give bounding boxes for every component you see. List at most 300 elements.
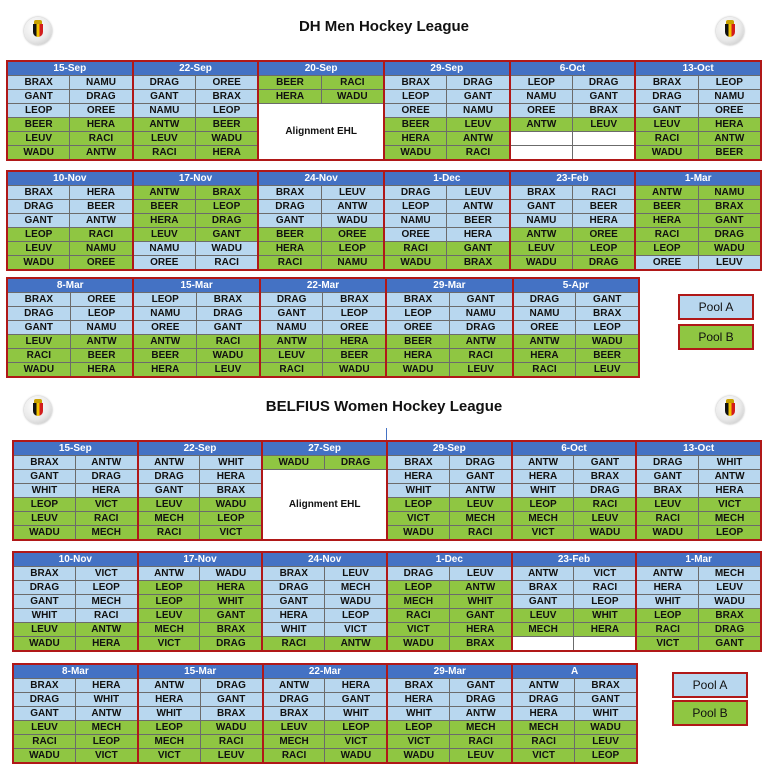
away-team: RACI [70, 132, 131, 145]
home-team: ANTW [264, 679, 325, 692]
home-team: LEUV [139, 609, 200, 622]
home-team: GANT [261, 307, 323, 320]
home-team: LEUV [261, 349, 323, 362]
alignment-note: Alignment EHL [259, 104, 383, 159]
away-team: WHIT [574, 609, 635, 622]
away-team: BEER [70, 200, 131, 213]
home-team: LEOP [637, 609, 698, 622]
home-team: MECH [513, 623, 574, 636]
home-team: LEUV [636, 118, 697, 131]
home-team: OREE [385, 104, 446, 117]
week-column [513, 665, 636, 762]
legend-pool-a: Pool A [672, 672, 748, 698]
home-team: OREE [511, 104, 572, 117]
home-team: WADU [385, 256, 446, 269]
week-column [14, 665, 137, 762]
away-team: VICT [699, 498, 760, 511]
week-date: 23-Feb [511, 172, 635, 185]
home-team: LEUV [14, 721, 75, 734]
away-team: ANTW [699, 470, 760, 483]
away-team: BEER [576, 349, 638, 362]
week-date: 29-Mar [387, 279, 511, 292]
home-team: BRAX [513, 581, 574, 594]
away-team: DRAG [450, 693, 511, 706]
week-column [139, 442, 262, 539]
away-team: BRAX [576, 307, 638, 320]
away-team: MECH [450, 512, 511, 525]
home-team: GANT [139, 484, 200, 497]
week-column [139, 553, 262, 650]
away-team: HERA [573, 214, 634, 227]
week-column [259, 62, 383, 159]
week-date: 1-Mar [636, 172, 760, 185]
away-team: NAMU [70, 76, 131, 89]
home-team: ANTW [513, 456, 574, 469]
home-team: NAMU [134, 242, 195, 255]
week-date: A [513, 665, 636, 678]
home-team: GANT [14, 707, 75, 720]
week-column [8, 279, 132, 376]
home-team: VICT [388, 735, 449, 748]
home-team: OREE [387, 321, 449, 334]
home-team: GANT [14, 595, 75, 608]
home-team: VICT [139, 749, 200, 762]
home-team: GANT [637, 470, 698, 483]
away-team: LEOP [196, 200, 257, 213]
home-team: LEUV [134, 228, 195, 241]
home-team [511, 132, 572, 145]
away-team: ANTW [450, 484, 511, 497]
home-team: HERA [637, 581, 698, 594]
away-team: BRAX [575, 679, 636, 692]
away-team: RACI [197, 335, 259, 348]
week-date: 6-Oct [513, 442, 636, 455]
home-team: WADU [388, 749, 449, 762]
home-team: ANTW [139, 567, 200, 580]
away-team: LEOP [76, 735, 137, 748]
home-team: HERA [513, 470, 574, 483]
week-column [134, 172, 258, 269]
home-team: BRAX [14, 567, 75, 580]
home-team: MECH [139, 512, 200, 525]
home-team: WADU [388, 526, 449, 539]
away-team: HERA [196, 146, 257, 159]
away-team: MECH [76, 526, 137, 539]
away-team: BEER [71, 349, 133, 362]
home-team: ANTW [511, 228, 572, 241]
week-date: 29-Sep [385, 62, 509, 75]
week-date: 15-Mar [139, 665, 262, 678]
away-team: HERA [574, 623, 635, 636]
away-team: LEOP [325, 609, 386, 622]
week-date: 13-Oct [637, 442, 760, 455]
away-team: BRAX [200, 484, 261, 497]
home-team: ANTW [636, 186, 697, 199]
home-team: HERA [387, 349, 449, 362]
home-team: LEOP [387, 307, 449, 320]
home-team: RACI [637, 512, 698, 525]
week-column [637, 553, 760, 650]
away-team [574, 637, 635, 650]
home-team: DRAG [264, 693, 325, 706]
away-team: MECH [76, 721, 137, 734]
away-team: NAMU [447, 104, 508, 117]
home-team: BEER [385, 118, 446, 131]
week-column [139, 665, 262, 762]
away-team: DRAG [200, 637, 261, 650]
away-team: WHIT [200, 456, 261, 469]
away-team: RACI [574, 498, 635, 511]
away-team: ANTW [325, 637, 386, 650]
home-team: DRAG [134, 76, 195, 89]
home-team: RACI [513, 735, 574, 748]
away-team: DRAG [196, 214, 257, 227]
away-team: BRAX [201, 707, 262, 720]
home-team: BRAX [263, 567, 324, 580]
away-team: WADU [322, 214, 383, 227]
away-team: NAMU [322, 256, 383, 269]
away-team: HERA [76, 637, 137, 650]
away-team: GANT [573, 90, 634, 103]
home-team: WHIT [388, 707, 449, 720]
away-team: BRAX [573, 104, 634, 117]
home-team: BRAX [385, 76, 446, 89]
away-team: RACI [450, 349, 512, 362]
away-team: BRAX [450, 637, 511, 650]
away-team: DRAG [573, 256, 634, 269]
home-team: LEOP [513, 498, 574, 511]
week-column [134, 279, 258, 376]
home-team: RACI [264, 749, 325, 762]
away-team: BRAX [574, 470, 635, 483]
home-team: GANT [8, 90, 69, 103]
home-team: LEOP [385, 200, 446, 213]
away-team: WADU [322, 90, 383, 103]
week-date: 15-Sep [8, 62, 132, 75]
home-team: LEUV [8, 335, 70, 348]
home-team: LEUV [14, 623, 75, 636]
away-team: GANT [450, 679, 511, 692]
home-team: BRAX [8, 186, 69, 199]
home-team: HERA [134, 363, 196, 376]
week-column [385, 62, 509, 159]
away-team: HERA [325, 679, 386, 692]
home-team: NAMU [261, 321, 323, 334]
home-team: HERA [385, 132, 446, 145]
away-team: WADU [574, 526, 635, 539]
home-team: ANTW [637, 567, 698, 580]
away-team: GANT [576, 293, 638, 306]
home-team: BRAX [387, 293, 449, 306]
home-team: LEUV [139, 498, 200, 511]
home-team: OREE [134, 321, 196, 334]
home-team: RACI [636, 132, 697, 145]
away-team: WHIT [200, 595, 261, 608]
home-team: RACI [261, 363, 323, 376]
home-team: ANTW [514, 335, 576, 348]
away-team: DRAG [450, 456, 511, 469]
home-team: OREE [134, 256, 195, 269]
away-team: WADU [325, 595, 386, 608]
away-team: OREE [70, 104, 131, 117]
away-team: WADU [200, 498, 261, 511]
away-team: RACI [76, 609, 137, 622]
away-team: BRAX [196, 186, 257, 199]
away-team: DRAG [201, 679, 262, 692]
away-team: DRAG [699, 228, 760, 241]
away-team: MECH [699, 512, 760, 525]
week-column [514, 279, 638, 376]
home-team: ANTW [513, 567, 574, 580]
week-date: 22-Sep [134, 62, 258, 75]
away-team: HERA [70, 186, 131, 199]
away-team: BRAX [323, 293, 385, 306]
home-team: RACI [514, 363, 576, 376]
week-date: 15-Mar [134, 279, 258, 292]
home-team: BEER [134, 200, 195, 213]
home-team: ANTW [134, 118, 195, 131]
home-team: LEOP [511, 76, 572, 89]
away-team: LEOP [76, 581, 137, 594]
home-team: GANT [259, 214, 320, 227]
away-team: RACI [70, 228, 131, 241]
home-team: WADU [636, 146, 697, 159]
away-team: WADU [200, 567, 261, 580]
home-team: NAMU [385, 214, 446, 227]
men-league-title: DH Men Hockey League [298, 18, 470, 35]
away-team: RACI [450, 526, 511, 539]
week-date: 17-Nov [134, 172, 258, 185]
week-column [388, 442, 511, 539]
away-team: LEUV [447, 186, 508, 199]
home-team: WADU [8, 256, 69, 269]
home-team: LEUV [513, 609, 574, 622]
week-column [14, 553, 137, 650]
away-team: ANTW [322, 200, 383, 213]
week-date: 1-Dec [385, 172, 509, 185]
home-team: MECH [139, 623, 200, 636]
week-column [636, 62, 760, 159]
home-team: WADU [387, 363, 449, 376]
home-team: DRAG [14, 693, 75, 706]
away-team: WADU [196, 132, 257, 145]
home-team: LEUV [8, 242, 69, 255]
home-team: BEER [259, 228, 320, 241]
home-team: HERA [388, 470, 449, 483]
away-team: BRAX [699, 609, 760, 622]
home-team: DRAG [259, 200, 320, 213]
away-team: VICT [76, 567, 137, 580]
away-team: OREE [71, 293, 133, 306]
home-team: MECH [388, 595, 449, 608]
home-team: LEOP [385, 90, 446, 103]
home-team: WHIT [263, 623, 324, 636]
away-team: LEUV [575, 735, 636, 748]
away-team: GANT [447, 242, 508, 255]
home-team: WHIT [513, 484, 574, 497]
away-team: WADU [197, 349, 259, 362]
home-team: BEER [259, 76, 320, 89]
cursor-divider [386, 428, 387, 440]
away-team: OREE [196, 76, 257, 89]
home-team: BRAX [264, 707, 325, 720]
away-team: ANTW [450, 335, 512, 348]
away-team: OREE [699, 104, 760, 117]
home-team: LEOP [14, 498, 75, 511]
week-date: 6-Oct [511, 62, 635, 75]
home-team: DRAG [263, 581, 324, 594]
away-team: ANTW [76, 707, 137, 720]
home-team: LEUV [8, 132, 69, 145]
home-team: RACI [134, 146, 195, 159]
home-team: DRAG [385, 186, 446, 199]
away-team: GANT [325, 693, 386, 706]
away-team: VICT [200, 526, 261, 539]
home-team: LEOP [388, 721, 449, 734]
away-team: MECH [76, 595, 137, 608]
home-team: GANT [511, 200, 572, 213]
home-team: ANTW [139, 679, 200, 692]
legend-pool-b: Pool B [672, 700, 748, 726]
week-column [263, 553, 386, 650]
week-date: 24-Nov [263, 553, 386, 566]
away-team: ANTW [447, 132, 508, 145]
home-team [511, 146, 572, 159]
home-team: VICT [388, 623, 449, 636]
week-date: 29-Mar [388, 665, 511, 678]
home-team: LEOP [134, 293, 196, 306]
home-team: ANTW [261, 335, 323, 348]
week-date: 15-Sep [14, 442, 137, 455]
home-team: BRAX [636, 76, 697, 89]
week-date: 22-Mar [261, 279, 385, 292]
away-team: OREE [573, 228, 634, 241]
away-team: OREE [323, 321, 385, 334]
away-team: LEOP [699, 526, 760, 539]
away-team: NAMU [450, 307, 512, 320]
home-team: HERA [259, 90, 320, 103]
home-team: VICT [637, 637, 698, 650]
away-team: LEUV [450, 567, 511, 580]
home-team: ANTW [139, 456, 200, 469]
away-team: NAMU [70, 242, 131, 255]
home-team: NAMU [134, 104, 195, 117]
home-team: BRAX [14, 456, 75, 469]
week-date: 29-Sep [388, 442, 511, 455]
home-team: BRAX [388, 456, 449, 469]
away-team: WADU [201, 721, 262, 734]
week-date: 23-Feb [513, 553, 636, 566]
home-team: VICT [513, 526, 574, 539]
home-team: LEUV [511, 242, 572, 255]
home-team: RACI [636, 228, 697, 241]
week-date: 1-Dec [388, 553, 511, 566]
women-league-title: BELFIUS Women Hockey League [265, 398, 503, 415]
away-team: VICT [325, 623, 386, 636]
away-team: ANTW [450, 707, 511, 720]
week-date: 17-Nov [139, 553, 262, 566]
away-team: DRAG [76, 470, 137, 483]
home-team: ANTW [513, 679, 574, 692]
week-column [511, 62, 635, 159]
away-team: HERA [200, 470, 261, 483]
away-team: LEOP [573, 242, 634, 255]
home-team: ANTW [134, 186, 195, 199]
away-team: LEOP [575, 749, 636, 762]
away-team: GANT [699, 637, 760, 650]
away-team: HERA [699, 484, 760, 497]
away-team: LEUV [201, 749, 262, 762]
away-team: HERA [323, 335, 385, 348]
week-column [263, 442, 386, 539]
away-team: LEOP [323, 307, 385, 320]
away-team: NAMU [699, 90, 760, 103]
home-team: BRAX [388, 679, 449, 692]
home-team: DRAG [388, 567, 449, 580]
week-column [388, 553, 511, 650]
away-team: WADU [325, 749, 386, 762]
home-team: OREE [636, 256, 697, 269]
away-team: LEUV [699, 256, 760, 269]
away-team: WHIT [699, 456, 760, 469]
away-team: NAMU [699, 186, 760, 199]
away-team: DRAG [197, 307, 259, 320]
away-team: BEER [699, 146, 760, 159]
away-team: DRAG [70, 90, 131, 103]
away-team: GANT [450, 293, 512, 306]
week-date: 24-Nov [259, 172, 383, 185]
home-team: NAMU [511, 90, 572, 103]
home-team: HERA [263, 609, 324, 622]
home-team: MECH [264, 735, 325, 748]
away-team: LEUV [576, 363, 638, 376]
week-date: 20-Sep [259, 62, 383, 75]
home-team: LEOP [388, 498, 449, 511]
week-date: 22-Mar [264, 665, 387, 678]
home-team: GANT [513, 595, 574, 608]
away-team: DRAG [447, 76, 508, 89]
away-team: WADU [576, 335, 638, 348]
week-column [8, 62, 132, 159]
away-team: WHIT [575, 707, 636, 720]
away-team: LEUV [325, 567, 386, 580]
home-team: LEOP [139, 721, 200, 734]
home-team: BRAX [8, 293, 70, 306]
home-team: WADU [14, 749, 75, 762]
home-team [513, 637, 574, 650]
home-team: LEOP [139, 581, 200, 594]
away-team: WHIT [76, 693, 137, 706]
away-team: ANTW [70, 214, 131, 227]
away-team: GANT [699, 214, 760, 227]
schedule-block [12, 663, 638, 764]
away-team: HERA [699, 118, 760, 131]
away-team: BRAX [196, 90, 257, 103]
home-team: DRAG [514, 293, 576, 306]
week-date: 1-Mar [637, 553, 760, 566]
home-team: VICT [513, 749, 574, 762]
away-team: HERA [76, 679, 137, 692]
home-team: LEUV [264, 721, 325, 734]
home-team: ANTW [134, 335, 196, 348]
away-team: LEUV [447, 118, 508, 131]
away-team: WADU [699, 595, 760, 608]
home-team: LEUV [14, 512, 75, 525]
away-team: RACI [322, 76, 383, 89]
home-team: DRAG [513, 693, 574, 706]
away-team: BRAX [447, 256, 508, 269]
away-team: VICT [76, 749, 137, 762]
